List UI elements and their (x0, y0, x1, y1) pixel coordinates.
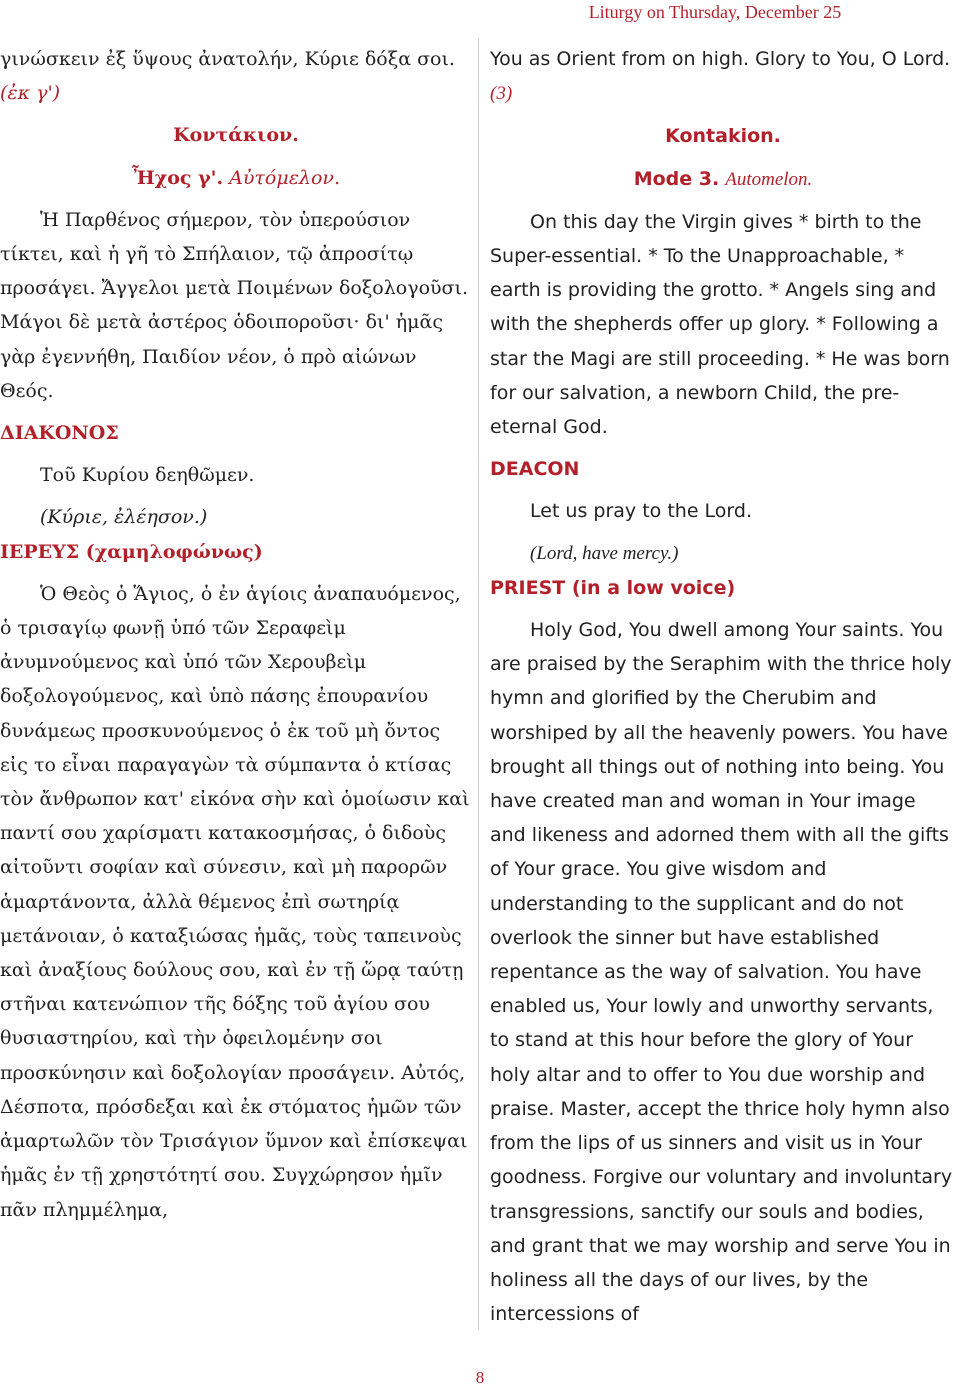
english-prayer-text: Holy God, You dwell among Your saints. You are praised by the Seraphim with the thrice holy hymn and glorified by the Cherubim and worshiped by all the heavenly powers. You have brought all things out of nothing into being. You have created man and woman in Your image and likeness and adorned them with all the gifts of Your grace. You give wisdom and understanding to the supplicant and do not overlook the sinner but have established repentance as the way of salvation. You have enabled us, Your lowly and unworthy servants, to stand at this hour before the glory of Your holy altar and to offer to You due worship and praise. Master, accept the thrice holy hymn also from the lips of us sinners and visit us in Your goodness. Forgive our voluntary and involuntary transgressions, sanctify our souls and bodies, and grant that we may worship and serve You in holiness all the days of our lives, by the intercessions of (490, 619, 953, 1326)
english-mode-label: Mode 3. (633, 167, 720, 190)
english-kontakion-title: Kontakion. (665, 125, 781, 148)
english-deacon-label: DEACON (490, 458, 580, 481)
english-response: (Lord, have mercy.) (530, 542, 679, 564)
greek-prev-ending (0, 42, 472, 110)
greek-deacon-text: Τοῦ Κυρίου δεηθῶμεν. (40, 464, 255, 487)
greek-mode-line (0, 161, 472, 195)
greek-mode-label: Ἦχος γ'. (132, 166, 224, 189)
running-header: Liturgy on Thursday, December 25 (588, 2, 842, 22)
english-mode-line (490, 162, 956, 197)
english-prev-ending-text: You as Orient from on high. Glory to You, O Lord. (490, 48, 951, 70)
english-mode-melody: Automelon. (725, 168, 813, 190)
greek-priest-label: ΙΕΡΕΥΣ (χαμηλοφώνως) (0, 540, 263, 563)
greek-prev-ending-text: γινώσκειν ἐξ ὕψους ἀνατολήν, Κύριε δόξα σοι. (0, 48, 455, 70)
greek-mode-melody: Αὐτόμελον. (229, 166, 340, 189)
greek-kontakion-title: Κοντάκιον. (173, 124, 299, 147)
english-prev-rubric: (3) (490, 83, 513, 105)
page-number: 8 (475, 1368, 485, 1387)
english-kontakion-text: On this day the Virgin gives * birth to the Super-essential. * To the Unapproachable, * earth is providing the grotto. * Angels sing and with the shepherds offer up glory. * Following a star the Magi are still proceeding. * He was born for our salvation, a newborn Child, the pre-eternal God. (490, 210, 950, 439)
english-column (490, 42, 956, 1331)
english-prev-ending (490, 42, 956, 111)
greek-prayer-text: Ὁ Θεὸς ὁ Ἅγιος, ὁ ἐν ἁγίοις ἀναπαυόμενος, ὁ τρισαγίῳ φωνῇ ὑπό τῶν Σεραφεὶμ ἀνυμνούμενος καὶ ὑπό τῶν Χερουβεὶμ δοξολογούμενος, καὶ ὑπὸ πάσης ἐπουρανίου δυνάμεως προσκυνούμενος ὁ ἐκ τοῦ μὴ ὄντος εἰς το εἶναι παραγαγὼν τὰ σύμπαντα ὁ κτίσας τὸν ἄνθρωπον κατ' εἰκόνα σὴν καὶ ὁμοίωσιν καὶ παντί σου χαρίσματι κατακοσμήσας, ὁ διδοὺς αἰτοῦντι σοφίαν καὶ σύνεσιν, καὶ μὴ παρορῶν ἁμαρτάνοντα, ἀλλὰ θέμενος ἐπὶ σωτηρίᾳ μετάνοιαν, ὁ καταξιώσας ἡμᾶς, τοὺς ταπεινοὺς καὶ ἀναξίους δούλους σου, καὶ ἐν τῇ ὥρᾳ ταύτῃ στῆναι κατενώπιον τῆς δόξης τοῦ ἁγίου σου θυσιαστηρίου, καὶ τὴν ὀφειλομένην σοι προσκύνησιν καὶ δοξολογίαν προσάγειν. Αὐτός, Δέσποτα, πρόσδεξαι καὶ ἐκ στόματος ἡμῶν τῶν ἁμαρτωλῶν τὸν Τρισάγιον ὕμνον καὶ ἐπίσκεψαι ἡμᾶς ἐν τῇ χρηστότητί σου. Συγχώρησον ἡμῖν πᾶν πλημμέλημα, (0, 582, 470, 1221)
english-deacon-text: Let us pray to the Lord. (530, 500, 752, 523)
greek-column (0, 42, 472, 1227)
greek-response: (Κύριε, ἐλέησον.) (40, 506, 208, 529)
greek-prev-rubric: (ἐκ γ') (0, 82, 61, 105)
english-priest-label: PRIEST (in a low voice) (490, 576, 736, 599)
greek-deacon-label: ΔΙΑΚΟΝΟΣ (0, 422, 119, 445)
column-divider (478, 38, 479, 1330)
greek-kontakion-text: Ἡ Παρθένος σήμερον, τὸν ὑπερούσιον τίκτει, καὶ ἡ γῆ τὸ Σπήλαιον, τῷ ἀπροσίτῳ προσάγει. Ἄγγελοι μετὰ Ποιμένων δοξολογοῦσι. Μάγοι δὲ μετὰ ἀστέρος ὁδοιποροῦσι· δι' ἡμᾶς γὰρ ἐγεννήθη, Παιδίον νέον, ὁ πρὸ αἰώνων Θεός. (0, 208, 469, 402)
